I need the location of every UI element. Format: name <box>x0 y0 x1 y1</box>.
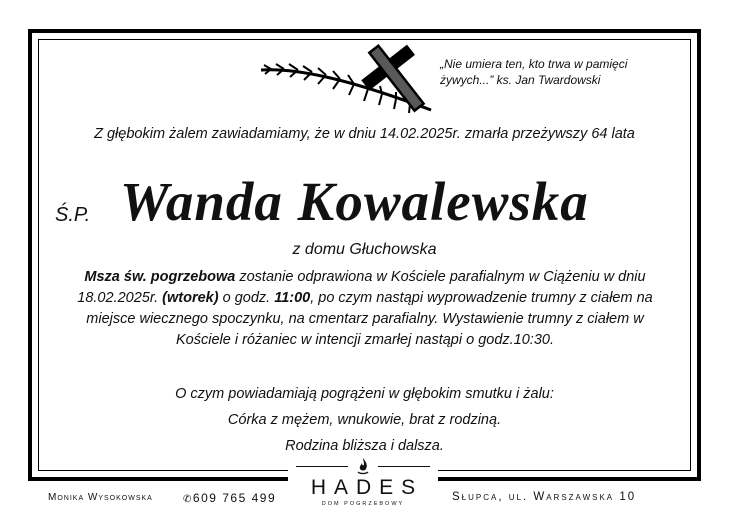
logo-line-right <box>378 466 430 467</box>
phone-number: 609 765 499 <box>192 491 277 505</box>
sp-prefix: Ś.P. <box>55 204 91 226</box>
death-announcement: Z głębokim żalem zawiadamiamy, że w dniu 14.02.2025r. zmarła przeżywszy 64 lata <box>94 126 635 142</box>
mass-weekday: (wtorek) <box>162 290 219 306</box>
logo-line-left <box>296 466 348 467</box>
hades-logo <box>288 455 438 510</box>
mass-text-1: zostanie odprawiona w Kościele parafialnym w Ciążeniu w dniu 18.02.2025r. <box>77 269 646 306</box>
mass-text-2: o godz. <box>218 290 275 306</box>
mass-time: 11:00 <box>274 290 311 306</box>
funeral-mass-details <box>60 267 670 351</box>
closing-line-3: Rodzina bliższa i dalsza. <box>285 438 444 454</box>
closing-line-1: O czym powiadamiają pogrążeni w głębokim smutku i żalu: <box>175 386 554 402</box>
footer-author: Monika Wysokowska <box>48 492 153 503</box>
deceased-name: Wanda Kowalewska <box>120 171 589 232</box>
quote-line-1: „Nie umiera ten, kto trwa w pamięci <box>440 57 628 71</box>
maiden-name: z domu Głuchowska <box>292 241 437 258</box>
mass-title: Msza św. pogrzebowa <box>84 269 236 285</box>
memorial-quote <box>440 56 680 88</box>
quote-line-2: żywych...” ks. Jan Twardowski <box>440 73 601 87</box>
mass-text-3: , po czym nastąpi wyprowadzenie trumny z ciałem na miejsce wiecznego spoczynku, na cmentarz parafialny. Wystawienie trumny z ciałem w Kościele i różaniec w intencji zmarłej nastąpi o godz.10:30. <box>86 290 653 348</box>
closing-line-2: Córka z mężem, wnukowie, brat z rodziną. <box>227 412 502 428</box>
cross-with-palm-branch-icon <box>256 38 436 118</box>
logo-subtitle: DOM POGRZEBOWY <box>321 501 405 507</box>
footer-address: Słupca, ul. Warszawska 10 <box>452 491 637 503</box>
flame-icon <box>356 457 370 475</box>
footer-phone <box>183 491 276 505</box>
logo-name: HADES <box>310 476 424 499</box>
closing-notice <box>0 381 729 459</box>
phone-icon: ✆ <box>183 494 193 505</box>
